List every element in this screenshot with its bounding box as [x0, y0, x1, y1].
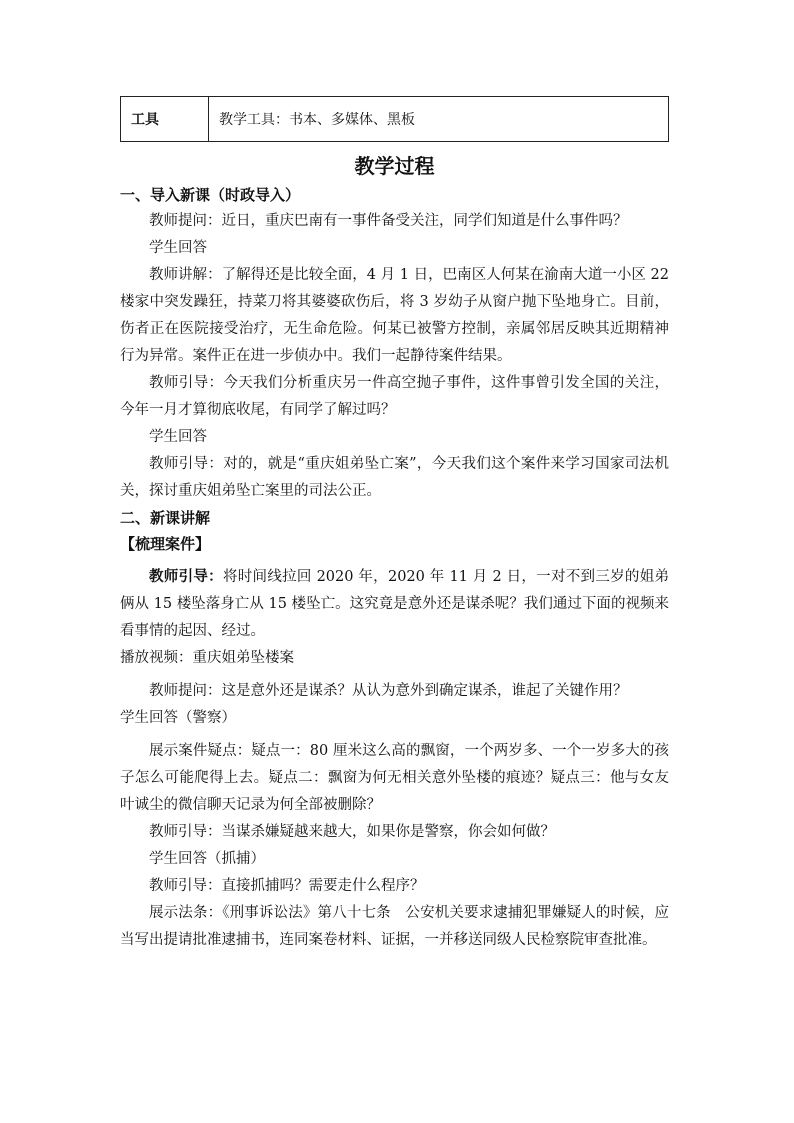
paragraph: 教师引导：直接抓捕吗？需要走什么程序？ [149, 878, 425, 894]
tools-row [121, 97, 669, 142]
paragraph: 教师引导：今天我们分析重庆另一件高空抛子事件，这件事曾引发全国的关注，今年一月才算彻底收尾，有同学了解过吗？ [120, 375, 669, 418]
paragraph: 学生回答 [149, 240, 207, 256]
lead-label: 教师引导： [149, 568, 223, 585]
paragraph: 教师引导：对的，就是“重庆姐弟坠亡案”，今天我们这个案件来学习国家司法机关，探讨重庆姐弟坠亡案里的司法公正。 [120, 456, 669, 499]
paragraph: 教师提问：近日，重庆巴南有一事件备受关注，同学们知道是什么事件吗？ [149, 213, 628, 229]
lead-text: 将时间线拉回 2020 年，2020 年 11 月 2 日，一对不到三岁的姐弟俩从 15 楼坠落身亡从 15 楼坠亡。这究竟是意外还是谋杀呢？我们通过下面的视频来看事情的起因、经过。 [120, 569, 669, 639]
paragraph: 教师讲解：了解得还是比较全面，4 月 1 日，巴南区人何某在渝南大道一小区 22 楼家中突发躁狂，持菜刀将其婆婆砍伤后，将 3 岁幼子从窗户抛下坠地身亡。目前，伤者正在医院接受治疗，无生命危险。何某已被警方控制，亲属邻居反映其近期精神行为异常。案件正在进一步侦办中。我们一起静待案件结果。 [120, 267, 669, 364]
paragraph: 教师提问：这是意外还是谋杀？从认为意外到确定谋杀，谁起了关键作用？ [149, 683, 628, 699]
paragraph: 展示案件疑点：疑点一：80 厘米这么高的飘窗，一个两岁多、一个一岁多大的孩子怎么可能爬得上去。疑点二：飘窗为何无相关意外坠楼的痕迹？疑点三：他与女友叶诚尘的微信聊天记录为何全部被删除？ [120, 743, 669, 813]
tools-table [120, 96, 669, 142]
page-title: 教学过程 [354, 154, 435, 178]
section1-heading: 一、导入新课（时政导入） [120, 186, 301, 204]
section2-heading: 二、新课讲解 [120, 509, 211, 527]
document-page [120, 96, 669, 954]
paragraph: 展示法条：《刑事诉讼法》第八十七条 公安机关要求逮捕犯罪嫌疑人的时候，应当写出提请批准逮捕书，连同案卷材料、证据，一并移送同级人民检察院审查批准。 [120, 905, 669, 948]
video-line: 播放视频：重庆姐弟坠楼案 [120, 650, 294, 666]
section2-subheading: 【梳理案件】 [120, 535, 211, 553]
paragraph-lead [120, 563, 669, 645]
student-answer: 学生回答（警察） [120, 710, 236, 726]
student-answer: 学生回答（抓捕） [149, 851, 265, 867]
paragraph: 学生回答 [149, 429, 207, 445]
tools-value: 教学工具：书本、多媒体、黑板 [209, 97, 669, 142]
tools-label: 工具 [121, 97, 209, 142]
paragraph: 教师引导：当谋杀嫌疑越来越大，如果你是警察，你会如何做？ [149, 824, 555, 840]
